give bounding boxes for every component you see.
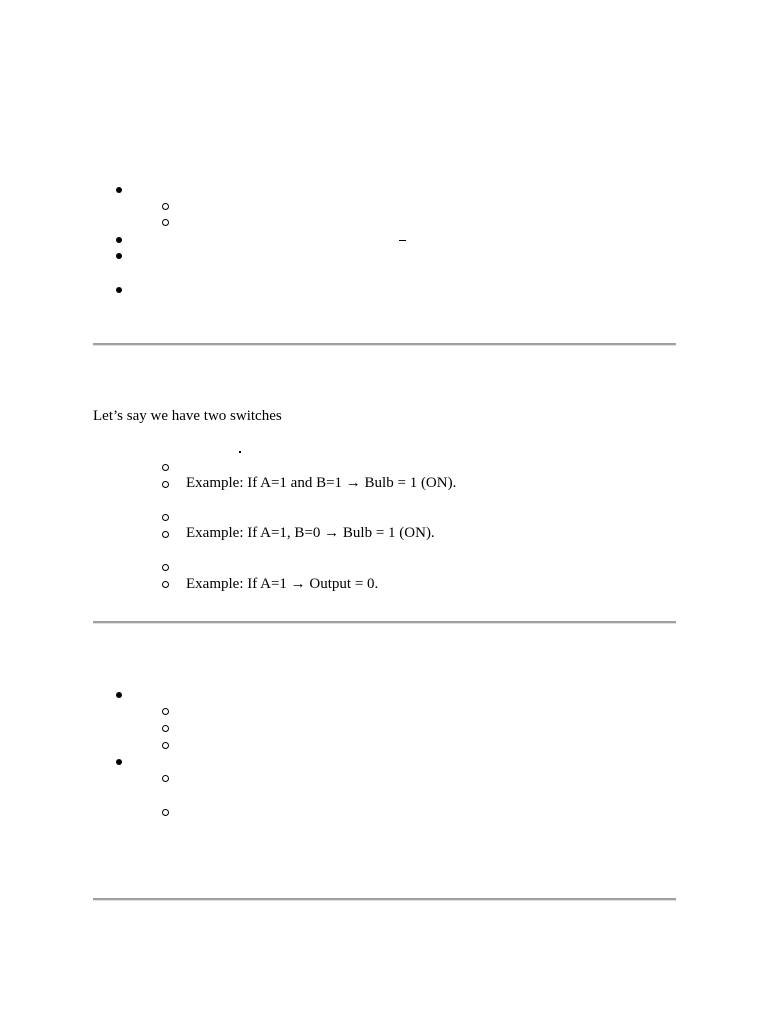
example-item: Example: If A=1 → Output = 0. xyxy=(186,576,379,592)
period-mark xyxy=(239,451,241,453)
intro-text: Let’s say we have two switches xyxy=(93,408,282,424)
bullet-marker xyxy=(116,692,122,698)
sub-bullet-marker xyxy=(162,219,169,226)
sub-bullet-marker xyxy=(162,775,169,782)
bullet-marker xyxy=(116,187,122,193)
sub-bullet-marker xyxy=(162,742,169,749)
horizontal-rule xyxy=(93,343,676,346)
bullet-marker xyxy=(116,287,122,293)
example-item: Example: If A=1, B=0 → Bulb = 1 (ON). xyxy=(186,525,435,541)
bullet-marker xyxy=(116,759,122,765)
example-item: Example: If A=1 and B=1 → Bulb = 1 (ON). xyxy=(186,475,457,491)
sub-bullet-marker xyxy=(162,564,169,571)
sub-bullet-marker xyxy=(162,203,169,210)
sub-bullet-marker xyxy=(162,531,169,538)
dash-mark xyxy=(399,240,406,241)
sub-bullet-marker xyxy=(162,809,169,816)
sub-bullet-marker xyxy=(162,725,169,732)
sub-bullet-marker xyxy=(162,514,169,521)
sub-bullet-marker xyxy=(162,464,169,471)
horizontal-rule xyxy=(93,898,676,901)
bullet-marker xyxy=(116,253,122,259)
horizontal-rule xyxy=(93,621,676,624)
sub-bullet-marker xyxy=(162,581,169,588)
bullet-marker xyxy=(116,237,122,243)
sub-bullet-marker xyxy=(162,708,169,715)
sub-bullet-marker xyxy=(162,481,169,488)
